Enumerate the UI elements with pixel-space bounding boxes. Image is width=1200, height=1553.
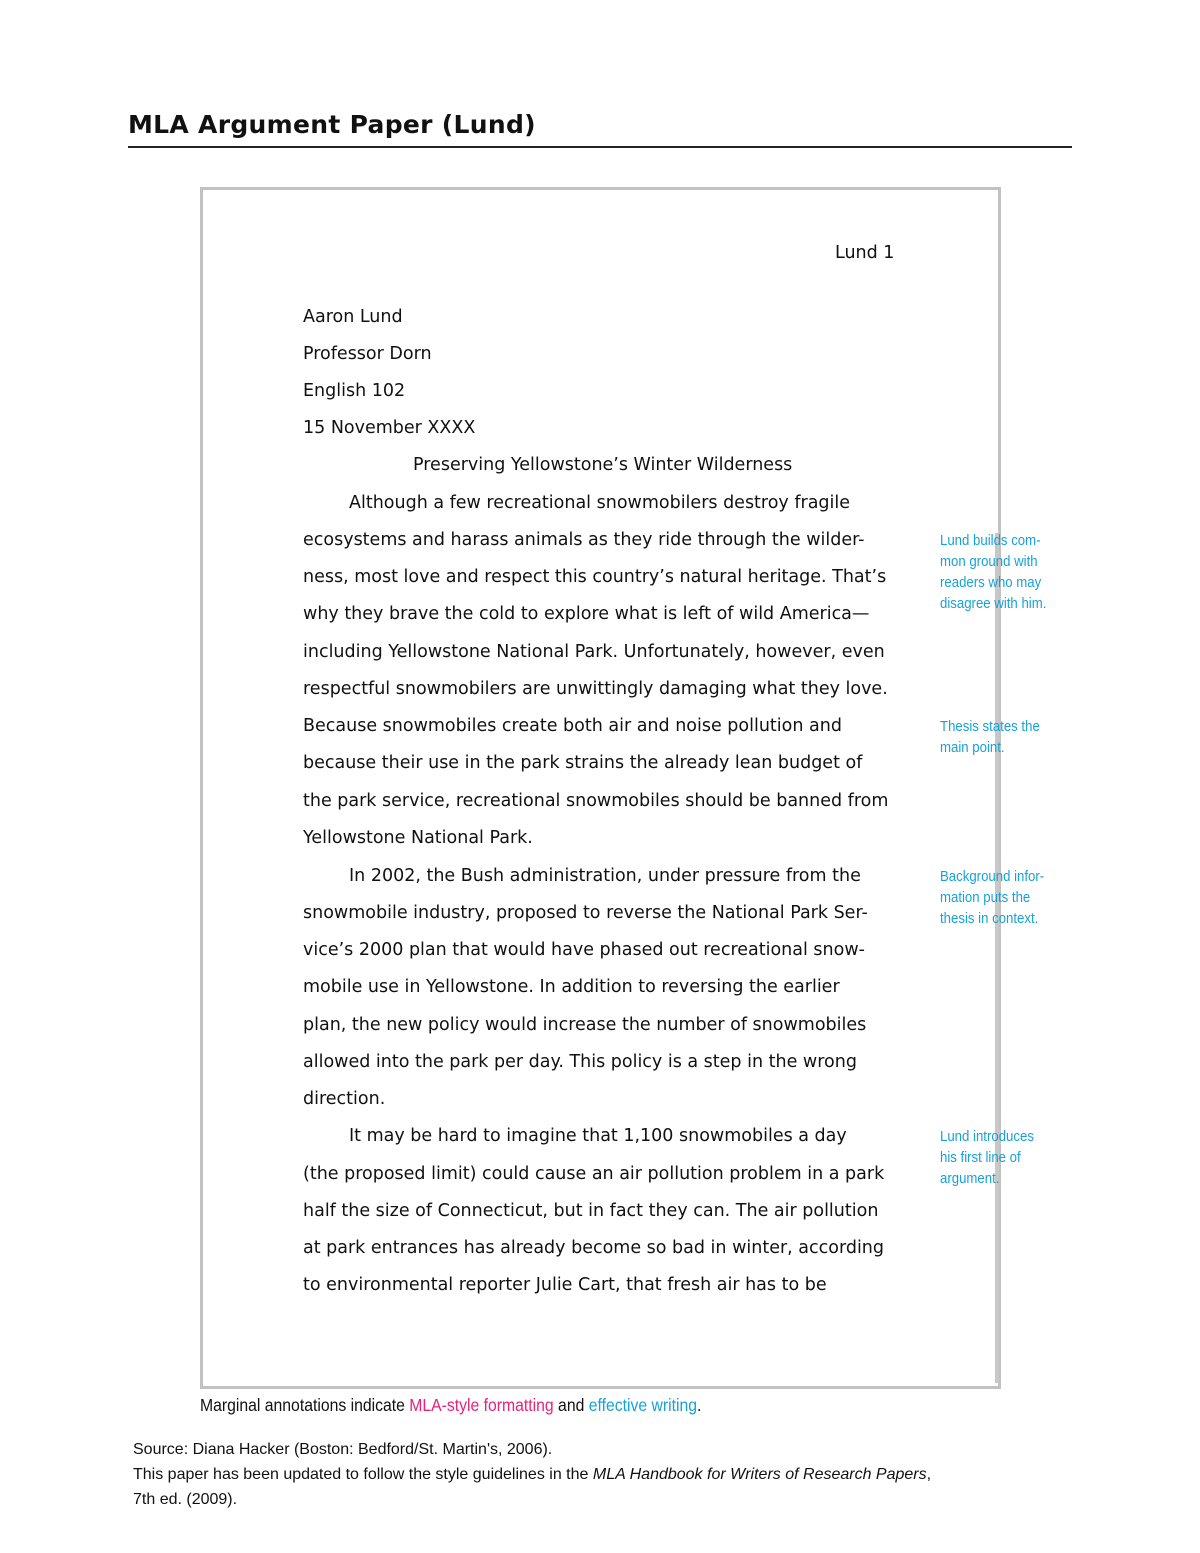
annotation-line: main point. — [940, 739, 1005, 756]
body-line: ness, most love and respect this country’s natural heritage. That’s — [303, 567, 887, 587]
annotation-thesis — [940, 716, 1063, 758]
source-edition: 7th ed. (2009). — [133, 1491, 238, 1508]
annotation-background — [940, 866, 1063, 929]
annotation-line: readers who may — [940, 574, 1042, 591]
body-line: ecosystems and harass animals as they ride through the wilder- — [303, 530, 865, 550]
annotation-line: argument. — [940, 1170, 1000, 1187]
heading-course: English 102 — [303, 381, 406, 401]
body-line: In 2002, the Bush administration, under pressure from the — [349, 866, 861, 886]
body-line: vice’s 2000 plan that would have phased out recreational snow- — [303, 940, 865, 960]
body-line: because their use in the park strains the already lean budget of — [303, 753, 863, 773]
body-line: direction. — [303, 1089, 386, 1109]
body-line: why they brave the cold to explore what is left of wild America— — [303, 604, 870, 624]
annotation-common-ground — [940, 530, 1063, 614]
heading-name: Aaron Lund — [303, 307, 403, 327]
annotation-line: disagree with him. — [940, 595, 1047, 612]
heading-date: 15 November XXXX — [303, 418, 476, 438]
source-line: Source: Diana Hacker (Boston: Bedford/St. Martin's, 2006). — [133, 1441, 553, 1458]
annotation-line: his first line of — [940, 1149, 1021, 1166]
legend-mla: MLA-style formatting — [409, 1395, 554, 1415]
body-line: half the size of Connecticut, but in fact they can. The air pollution — [303, 1201, 879, 1221]
body-line: It may be hard to imagine that 1,100 snowmobiles a day — [349, 1126, 847, 1146]
legend-mid: and — [553, 1395, 589, 1415]
body-line: including Yellowstone National Park. Unfortunately, however, even — [303, 642, 885, 662]
source-note — [133, 1466, 931, 1484]
body-line: Although a few recreational snowmobilers destroy fragile — [349, 493, 851, 513]
header-rule — [128, 146, 1072, 148]
body-line: the park service, recreational snowmobiles should be banned from — [303, 791, 889, 811]
annotation-line: mation puts the — [940, 889, 1031, 906]
paper-title: Preserving Yellowstone’s Winter Wilderness — [413, 455, 793, 475]
body-line: (the proposed limit) could cause an air pollution problem in a park — [303, 1164, 885, 1184]
legend-effective: effective writing — [588, 1395, 697, 1415]
body-line: to environmental reporter Julie Cart, that fresh air has to be — [303, 1275, 827, 1295]
heading-instructor: Professor Dorn — [303, 344, 432, 364]
body-line: mobile use in Yellowstone. In addition to reversing the earlier — [303, 977, 840, 997]
running-head: Lund 1 — [835, 243, 895, 263]
header-title: MLA Argument Paper (Lund) — [128, 110, 536, 139]
source-note-italic: MLA Handbook for Writers of Research Papers — [592, 1466, 927, 1483]
annotation-line: thesis in context. — [940, 910, 1039, 927]
annotation-line: Lund builds com- — [940, 532, 1041, 549]
body-line: snowmobile industry, proposed to reverse the National Park Ser- — [303, 903, 868, 923]
source-note-prefix: This paper has been updated to follow the style guidelines in the — [133, 1466, 593, 1483]
body-line: Because snowmobiles create both air and noise pollution and — [303, 716, 842, 736]
annotation-argument — [940, 1126, 1063, 1189]
body-line: Yellowstone National Park. — [303, 828, 533, 848]
legend-suffix: . — [696, 1395, 702, 1415]
annotation-line: Lund introduces — [940, 1128, 1034, 1145]
annotation-line: Thesis states the — [940, 718, 1040, 735]
annotation-line: Background infor- — [940, 868, 1045, 885]
source-note-suffix: , — [926, 1466, 932, 1483]
body-line: plan, the new policy would increase the number of snowmobiles — [303, 1015, 867, 1035]
annotation-line: mon ground with — [940, 553, 1038, 570]
body-line: at park entrances has already become so bad in winter, according — [303, 1238, 885, 1258]
annotation-legend — [200, 1395, 701, 1416]
body-line: allowed into the park per day. This policy is a step in the wrong — [303, 1052, 857, 1072]
legend-prefix: Marginal annotations indicate — [200, 1395, 410, 1415]
margin-rule — [995, 533, 999, 1383]
body-line: respectful snowmobilers are unwittingly damaging what they love. — [303, 679, 888, 699]
